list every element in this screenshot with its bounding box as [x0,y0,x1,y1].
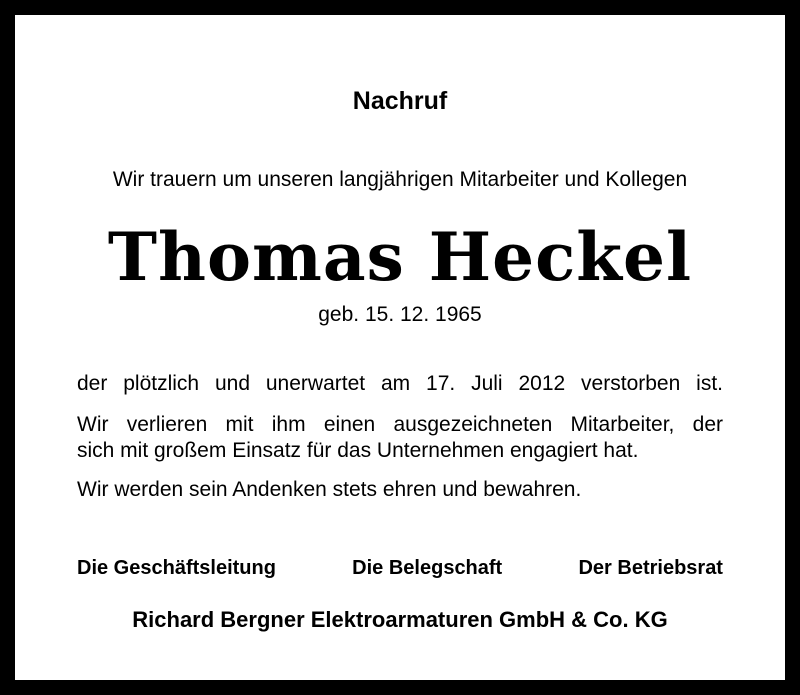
company-name: Richard Bergner Elektroarmaturen GmbH & Co. KG [132,607,668,632]
tribute-line-2: sich mit großem Einsatz für das Unternehmen engagiert hat. [77,439,639,462]
signer-management: Die Geschäftsleitung [77,557,276,579]
signer-staff: Die Belegschaft [352,557,503,579]
signer-works-council: Der Betriebsrat [578,557,723,579]
intro-text: Wir trauern um unseren langjährigen Mitarbeiter und Kollegen [112,168,688,191]
tribute-line-1: Wir verlieren mit ihm einen ausgezeichneten Mitarbeiter, der [77,413,723,436]
deceased-name: Thomas Heckel [107,218,693,296]
birth-date: geb. 15. 12. 1965 [318,303,482,326]
signers [77,554,723,582]
notice-heading: Nachruf [352,87,448,115]
remembrance-statement: Wir werden sein Andenken stets ehren und bewahren. [77,478,582,501]
death-statement: der plötzlich und unerwartet am 17. Juli 2012 verstorben ist. [77,372,723,395]
